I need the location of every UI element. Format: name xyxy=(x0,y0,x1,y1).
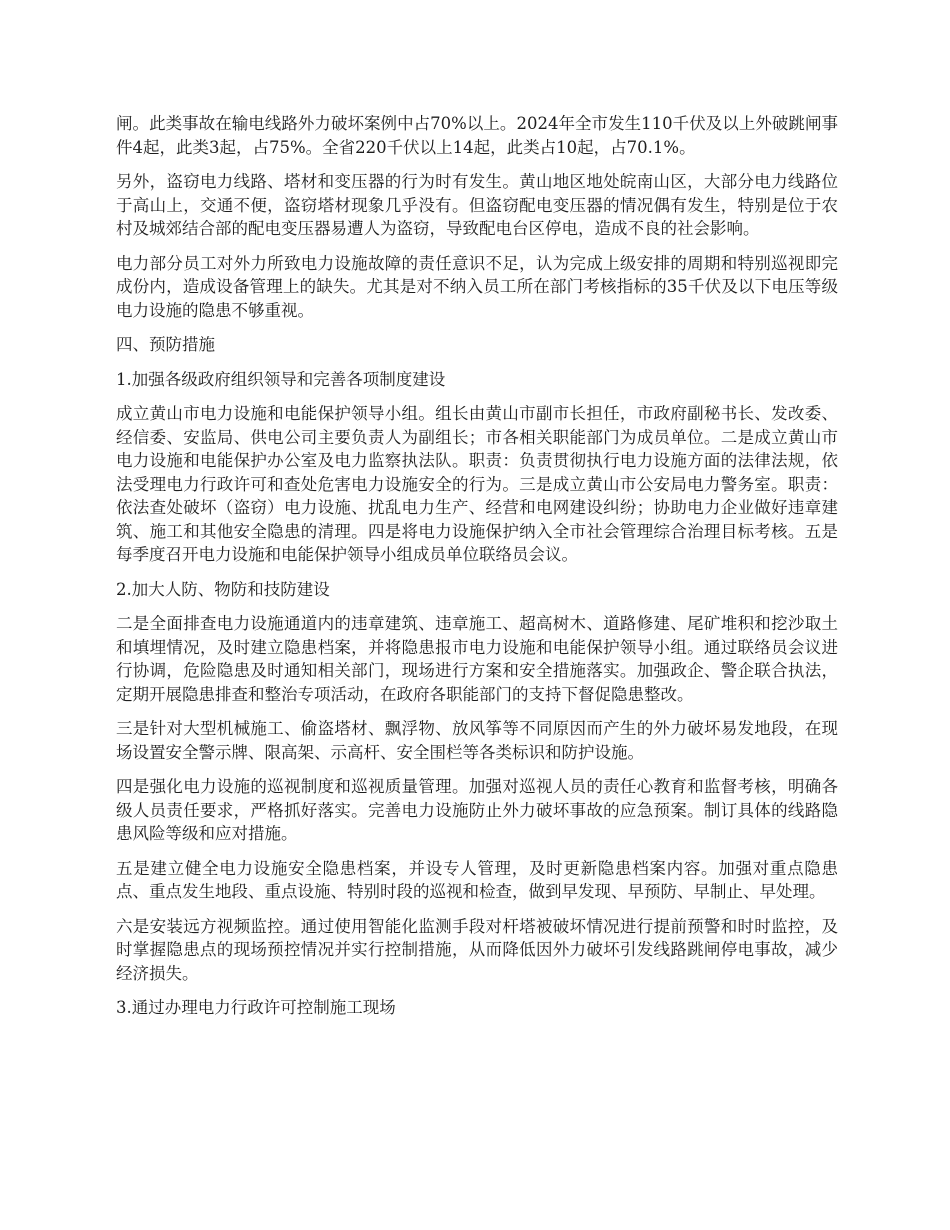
subheading-protection-construction: 2.加大人防、物防和技防建设 xyxy=(116,579,330,599)
paragraph-theft: 另外，盗窃电力线路、塔材和变压器的行为时有发生。黄山地区地处皖南山区，大部分电力线路位于高山上，交通不便，盗窃塔材现象几乎没有。但盗窃配电变压器的情况偶有发生，特别是位于农村及城郊结合部的配电变压器易遭人为盗窃，导致配电台区停电，造成不良的社会影响。 xyxy=(116,172,838,238)
paragraph-video-monitoring: 六是安装远方视频监控。通过使用智能化监测手段对杆塔被破坏情况进行提前预警和时时监控，及时掌握隐患点的现场预控情况并实行控制措施，从而降低因外力破坏引发线路跳闸停电事故，减少经济损失。 xyxy=(116,916,838,983)
subheading-government-leadership: 1.加强各级政府组织领导和完善各项制度建设 xyxy=(116,369,446,389)
paragraph-incident-statistics: 闸。此类事故在输电线路外力破坏案例中占70%以上。2024年全市发生110千伏及以上外破跳闸事件4起，此类3起，占75%。全省220千伏以上14起，此类占10起，占70.1%。 xyxy=(116,114,838,157)
document-body xyxy=(116,112,838,1031)
paragraph-warning-signs: 三是针对大型机械施工、偷盗塔材、飘浮物、放风筝等不同原因而产生的外力破坏易发地段，在现场设置安全警示牌、限高架、示高杆、安全围栏等各类标识和防护设施。 xyxy=(116,719,838,762)
paragraph-leadership-group: 成立黄山市电力设施和电能保护领导小组。组长由黄山市副市长担任，市政府副秘书长、发改委、经信委、安监局、供电公司主要负责人为副组长；市各相关职能部门为成员单位。二是成立黄山市电力设施和电能保护办公室及电力监察执法队。职责：负责贯彻执行电力设施方面的法律法规，依法受理电力行政许可和查处危害电力设施安全的行为。三是成立黄山市公安局电力警务室。职责：依法查处破坏（盗窃）电力设施、扰乱电力生产、经营和电网建设纠纷；协助电力企业做好违章建筑、施工和其他安全隐患的清理。四是将电力设施保护纳入全市社会管理综合治理目标考核。五是每季度召开电力设施和电能保护领导小组成员单位联络员会议。 xyxy=(116,404,838,564)
section-heading-prevention: 四、预防措施 xyxy=(116,335,215,354)
paragraph-staff-awareness: 电力部分员工对外力所致电力设施故障的责任意识不足，认为完成上级安排的周期和特别巡视即完成份内，造成设备管理上的缺失。尤其是对不纳入员工所在部门考核指标的35千伏及以下电压等级电力设施的隐患不够重视。 xyxy=(116,253,838,320)
paragraph-hazard-records: 五是建立健全电力设施安全隐患档案，并设专人管理，及时更新隐患档案内容。加强对重点隐患点、重点发生地段、重点设施、特别时段的巡视和检查，做到早发现、早预防、早制止、早处理。 xyxy=(116,858,838,901)
paragraph-inspection-management: 四是强化电力设施的巡视制度和巡视质量管理。加强对巡视人员的责任心教育和监督考核，明确各级人员责任要求，严格抓好落实。完善电力设施防止外力破坏事故的应急预案。制订具体的线路隐患风险等级和应对措施。 xyxy=(116,777,838,843)
paragraph-hazard-survey: 二是全面排查电力设施通道内的违章建筑、违章施工、超高树木、道路修建、尾矿堆积和挖沙取土和填埋情况，及时建立隐患档案，并将隐患报市电力设施和电能保护领导小组。通过联络员会议进行协调，危险隐患及时通知相关部门，现场进行方案和安全措施落实。加强政企、警企联合执法，定期开展隐患排查和整治专项活动，在政府各职能部门的支持下督促隐患整改。 xyxy=(116,614,838,704)
subheading-administrative-license: 3.通过办理电力行政许可控制施工现场 xyxy=(116,998,396,1017)
